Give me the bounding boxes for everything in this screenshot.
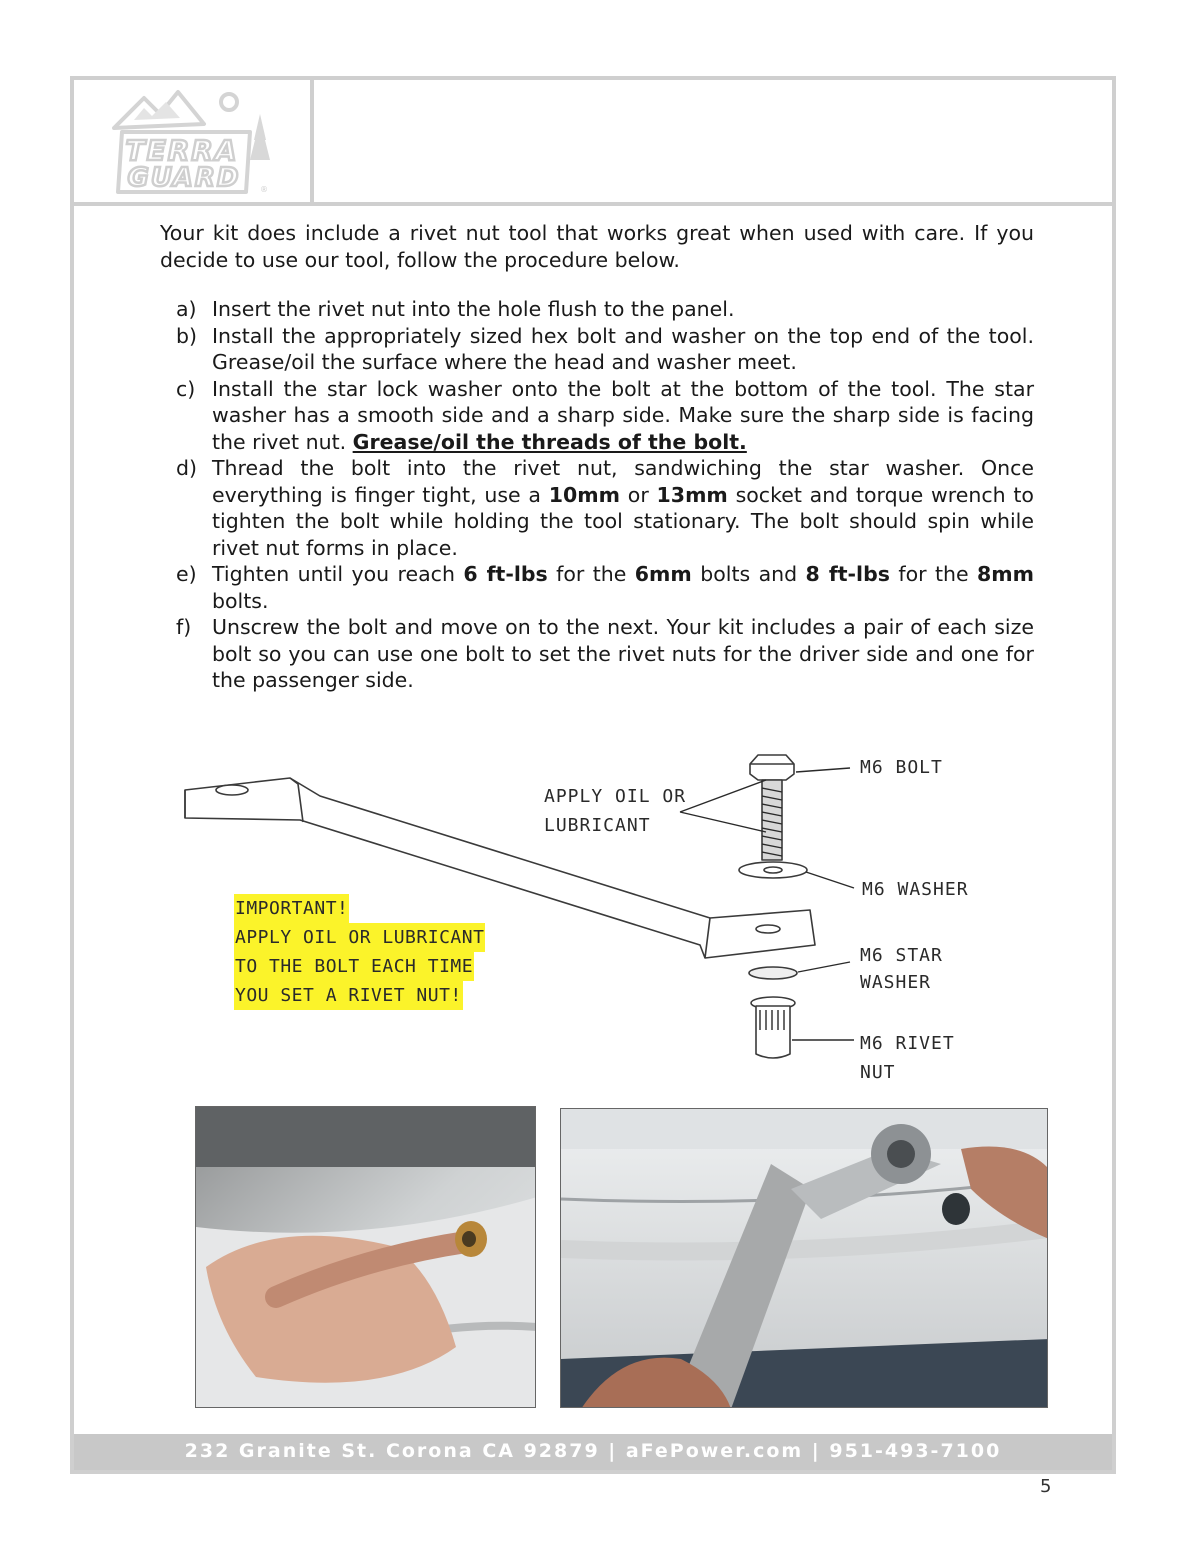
- note-line: IMPORTANT!: [234, 894, 349, 923]
- photo-1-illustration: [196, 1107, 536, 1408]
- step-text: for the: [889, 562, 977, 586]
- step-text: Thread the bolt into the rivet nut, sandwiching the star washer. Once everything is finger tight, use a: [212, 456, 1034, 507]
- terra-guard-logo: [74, 80, 310, 202]
- photo-tighten-bolt: [560, 1108, 1048, 1408]
- note-line: YOU SET A RIVET NUT!: [234, 981, 463, 1010]
- step-text: Insert the rivet nut into the hole flush to the panel.: [212, 297, 735, 321]
- step-text: for the: [547, 562, 635, 586]
- step-text: Tighten until you reach: [212, 562, 464, 586]
- leader-m6-bolt: [796, 768, 850, 772]
- label-apply-oil-1: APPLY OIL OR: [544, 786, 687, 807]
- step-marker: c): [176, 376, 196, 401]
- step-b: [160, 323, 1034, 376]
- page-number: 5: [1040, 1476, 1052, 1497]
- rivet-nut-body: [756, 1006, 790, 1058]
- socket-size-13mm: 13mm: [656, 482, 728, 507]
- step-text: Install the appropriately sized hex bolt and washer on the top end of the tool. Grease/oil the surface where the head and washer meet.: [212, 323, 1034, 374]
- rivet-tool-diagram: [170, 740, 1030, 1100]
- svg-text:®: ®: [260, 185, 268, 194]
- torque-6: 6 ft-lbs: [463, 562, 548, 586]
- steps-list: [160, 296, 1034, 694]
- bolt-6mm: 6mm: [634, 562, 692, 586]
- step-marker: f): [176, 615, 192, 639]
- label-m6-star-2: WASHER: [860, 972, 932, 993]
- important-note: [234, 894, 485, 1010]
- torque-8: 8 ft-lbs: [805, 562, 890, 586]
- label-m6-star-1: M6 STAR: [860, 945, 943, 966]
- bolt-8mm: 8mm: [977, 562, 1034, 586]
- step-marker: b): [176, 323, 198, 348]
- photo-insert-rivet-nut: [195, 1106, 536, 1408]
- star-washer: [749, 967, 797, 979]
- step-marker: e): [176, 562, 197, 586]
- bolt-head: [750, 755, 794, 780]
- step-d: [160, 455, 1034, 561]
- intro-paragraph: Your kit does include a rivet nut tool that works great when used with care. If you decide to use our tool, follow the procedure below.: [160, 221, 1034, 272]
- grease-emphasis: Grease/oil the threads of the bolt.: [352, 429, 747, 454]
- step-text: Install the star lock washer onto the bolt at the bottom of the tool. The star washer has a smooth side and a sharp side. Make sure the sharp side is facing the rivet nut.: [212, 376, 1034, 454]
- step-text: socket and torque wrench to tighten the bolt while holding the tool stationary. The bolt should spin while rivet nut forms in place.: [212, 482, 1034, 560]
- note-line: TO THE BOLT EACH TIME: [234, 952, 474, 981]
- step-marker: d): [176, 456, 198, 480]
- label-m6-washer: M6 WASHER: [862, 879, 969, 900]
- step-text: bolts and: [691, 562, 806, 586]
- step-marker: a): [176, 297, 197, 321]
- step-a: [160, 296, 1034, 323]
- logo-text-terra: TERRA: [125, 134, 239, 167]
- logo-cell: [74, 80, 314, 202]
- leader-star-washer: [798, 962, 850, 972]
- step-c: [160, 376, 1034, 456]
- label-m6-bolt: M6 BOLT: [860, 757, 943, 778]
- header-title-cell: [314, 80, 1112, 202]
- photo-2-illustration: [561, 1109, 1048, 1408]
- note-line: APPLY OIL OR LUBRICANT: [234, 923, 485, 952]
- header-row: [74, 80, 1112, 206]
- leader-apply-oil: [680, 780, 766, 832]
- instructions-content: [160, 220, 1034, 694]
- step-text: Unscrew the bolt and move on to the next. Your kit includes a pair of each size bolt so you can use one bolt to set the rivet nuts for the driver side and one for the passenger side.: [212, 615, 1034, 692]
- step-text: or: [620, 482, 657, 507]
- socket-size-10mm: 10mm: [548, 482, 621, 507]
- step-f: [160, 614, 1034, 694]
- label-m6-rivet-1: M6 RIVET: [860, 1033, 955, 1054]
- footer-bar: [74, 1434, 1112, 1470]
- footer-text: 232 Granite St. Corona CA 92879 | aFePower.com | 951-493-7100: [184, 1440, 1002, 1462]
- step-text: bolts.: [212, 588, 269, 613]
- leader-m6-washer: [806, 872, 854, 888]
- step-e: [160, 561, 1034, 614]
- logo-text-guard: GUARD: [127, 163, 241, 193]
- label-m6-rivet-2: NUT: [860, 1062, 896, 1083]
- label-apply-oil-2: LUBRICANT: [544, 815, 651, 836]
